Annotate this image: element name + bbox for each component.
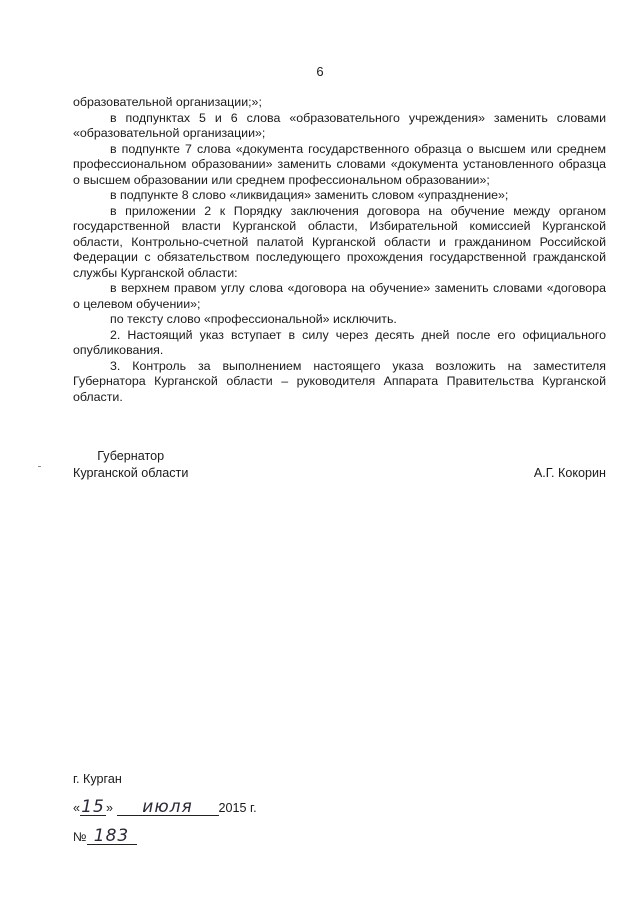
number-field — [87, 826, 137, 846]
paragraph: в подпункте 8 слово «ликвидация» заменить словом «упразднение»; — [110, 188, 509, 202]
scan-artifact — [38, 466, 41, 467]
date-day-handwritten: 15 — [81, 797, 105, 817]
number-handwritten: 183 — [93, 826, 130, 846]
paragraph: в приложении 2 к Порядку заключения договора на обучение между органом государственной власти Курганской области, Избирательной комиссией Курганской области, Контрольно-счетной палатой Курганской области и гражданином Российской Федерации с обязательством последующего прохождения государственной гражданской службы Курганской области: — [73, 203, 606, 280]
document-number — [73, 826, 137, 846]
date-close-quote: » — [106, 801, 114, 815]
paragraph: в подпунктах 5 и 6 слова «образовательного учреждения» заменить словами «образовательной организации»; — [73, 110, 606, 140]
date-month-handwritten: июля — [142, 797, 193, 817]
paragraph: в подпункте 7 слова «документа государственного образца о высшем или среднем профессиональном образовании» заменить словами «документа установленного образца о высшем образовании или среднем профессиональном образовании»; — [73, 141, 606, 187]
page-number: 6 — [316, 64, 324, 79]
signatory-title-line1: Губернатор — [97, 449, 165, 463]
date-open-quote: « — [73, 801, 81, 815]
paragraph: в верхнем правом углу слова «договора на обучение» заменить словами «договора о целевом обучении»; — [73, 281, 606, 311]
number-prefix: № — [73, 830, 87, 844]
paragraph: образовательной организации;»; — [73, 95, 262, 109]
date-day-field — [80, 797, 106, 817]
signatory-name: А.Г. Кокорин — [533, 466, 606, 480]
document-body — [73, 95, 606, 405]
paragraph: 2. Настоящий указ вступает в силу через десять дней после его официального опубликования. — [73, 327, 606, 357]
date-month-field — [117, 797, 219, 817]
signatory-title — [73, 448, 188, 482]
paragraph: по тексту слово «профессиональной» исключить. — [110, 312, 397, 326]
signatory-title-line2: Курганской области — [73, 466, 189, 480]
city-label: г. Курган — [73, 772, 122, 786]
date-year: 2015 г. — [218, 801, 257, 815]
paragraph: 3. Контроль за выполнением настоящего указа возложить на заместителя Губернатора Курганской области – руководителя Аппарата Правительства Курганской области. — [73, 358, 606, 404]
document-date — [73, 797, 257, 817]
